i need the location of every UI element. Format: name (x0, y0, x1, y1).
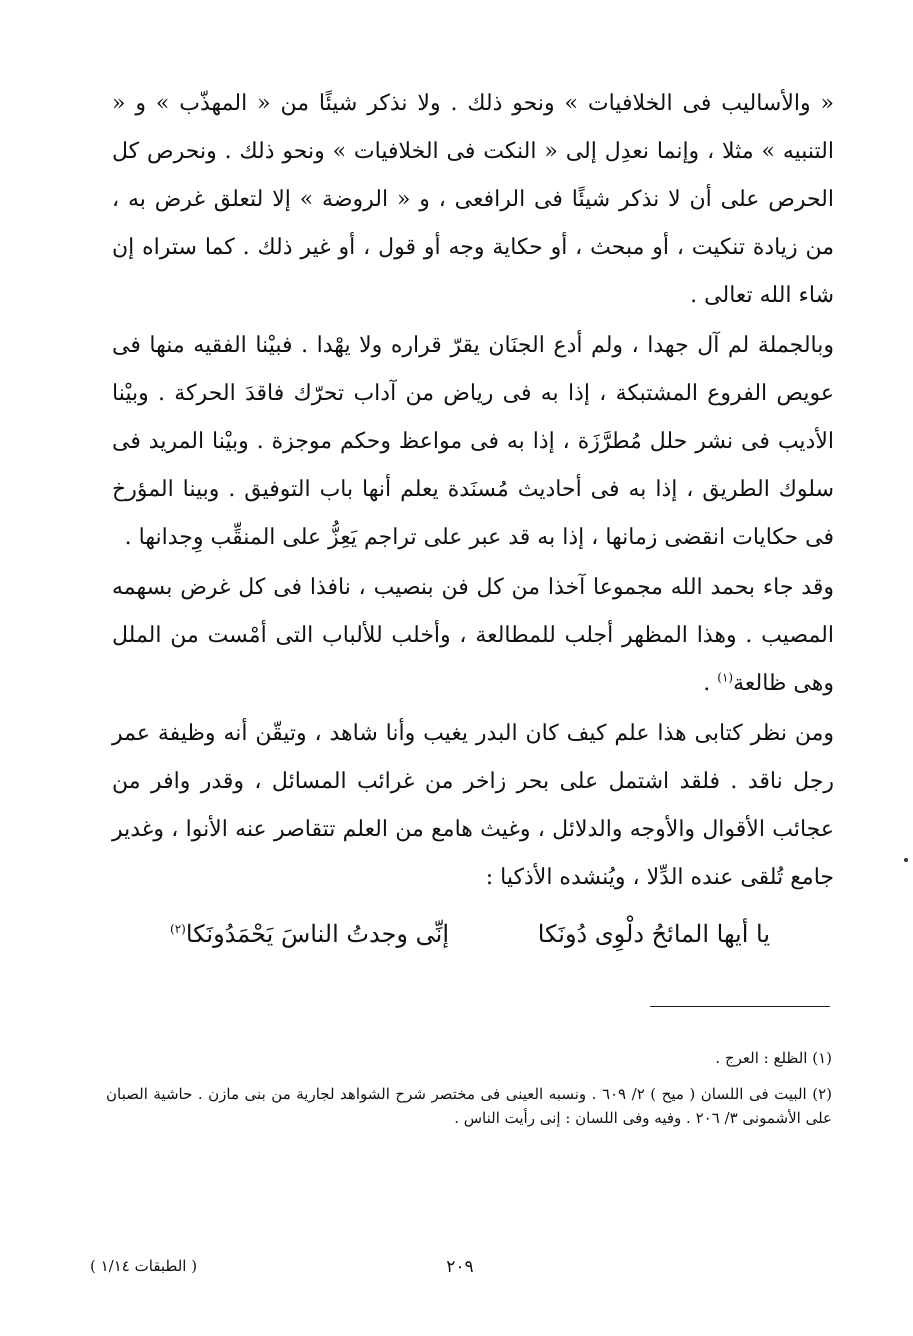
signature-mark: ( الطبقات ١/١٤ ) (90, 1257, 198, 1275)
paragraph-3-end: . (703, 671, 718, 696)
footnotes (106, 1046, 832, 1142)
paragraph-4: ومن نظر كتابى هذا علم كيف كان البدر يغيب وأنا شاهد ، وتيقّن أنه وظيفة عمر رجل ناقد . فلقد اشتمل على بحر زاخر من غرائب المسائل ، وقدر وافر من عجائب الأقوال والأوجه والدلائل ، وغيث هامع من العلم تتقاصر عنه الأنوا ، وغدير جامع تُلقى عنده الدِّلا ، ويُنشده الأذكيا : (112, 721, 834, 890)
page-number: ٢٠٩ (446, 1257, 474, 1277)
poetry-verse (170, 910, 770, 958)
paragraph-1: « والأساليب فى الخلافيات » ونحو ذلك . ولا نذكر شيئًا من « المهذّب » و « التنبيه » مثلا ، وإنما نعدِل إلى « النكت فى الخلافيات » ونحو ذلك . ونحرص كل الحرص على أن لا نذكر شيئًا فى الرافعى ، و « الروضة » إلا لتعلق غرض به ، من زيادة تنكيت ، أو مبحث ، أو حكاية وجه أو قول ، أو غير ذلك . كما ستراه إن شاء الله تعالى . (112, 91, 834, 308)
footnote-separator (650, 1006, 830, 1007)
verse-second-hemistich-text: إنِّى وجدتُ الناسَ يَحْمَدُونَكا (185, 920, 449, 948)
paragraph-3 (112, 564, 834, 708)
footnote-ref-1: (١) (717, 670, 734, 685)
footnote-1: (١) الظلع : العرج . (715, 1049, 832, 1067)
footnote-2: (٢) البيت فى اللسان ( ميح ) ٢/ ٦٠٩ . ونسبه العينى فى مختصر شرح الشواهد لجارية من بنى مازن . حاشية الصبان على الأشمونى ٣/ ٢٠٦ . وفيه وفى اللسان : إنى رأيت الناس . (106, 1085, 832, 1127)
margin-dot (904, 858, 908, 862)
footnote-ref-2: (٢) (170, 922, 186, 936)
verse-second-hemistich (170, 910, 449, 958)
verse-first-hemistich: يا أيها المائحُ دلْوِى دُونَكا (537, 920, 770, 948)
paragraph-3-text: وقد جاء بحمد الله مجموعا آخذا من كل فن بنصيب ، نافذا فى كل غرض بسهمه المصيب . وهذا المظهر أجلب للمطالعة ، وأخلب للألباب التى أمْست من الملل وهى ظالعة (112, 575, 834, 696)
paragraph-2: وبالجملة لم آل جهدا ، ولم أدع الجنَان يقرّ قراره ولا يهْدا . فبيْنا الفقيه منها فى عويص الفروع المشتبكة ، إذا به فى رياض من آداب تحرّك فاقدَ الحركة . وبيْنا الأديب فى نشر حلل مُطرَّزَة ، إذا به فى مواعظ وحكم موجزة . وبيْنا المريد فى سلوك الطريق ، إذا به فى أحاديث مُسنَدة يعلم أنها باب التوفيق . وبينا المؤرخ فى حكايات انقضى زمانها ، إذا به قد عبر على تراجم يَعِزُّ على المنقِّب وِجدانها . (112, 333, 834, 550)
